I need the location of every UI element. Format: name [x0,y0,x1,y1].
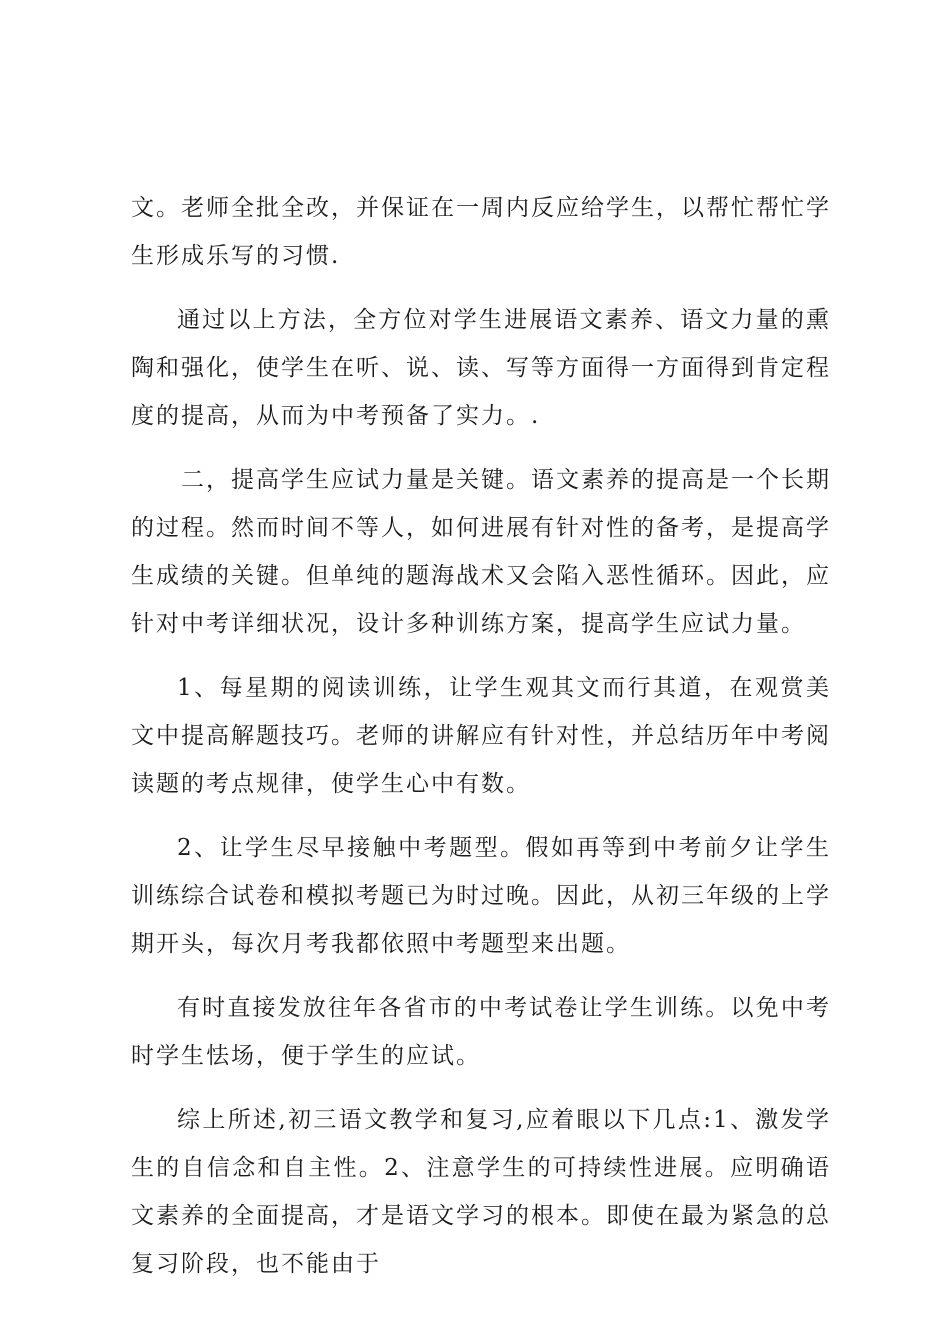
paragraph-3: 二，提高学生应试力量是关键。语文素养的提高是一个长期的过程。然而时间不等人，如何进展有针对性的备考，是提高学生成绩的关键。但单纯的题海战术又会陷入恶性循环。因此，应针对中考详细状况，设计多种训练方案，提高学生应试力量。 [131,467,831,637]
document-body [131,184,831,1304]
paragraph-6: 有时直接发放往年各省市的中考试卷让学生训练。以免中考时学生怯场，便于学生的应试。 [131,995,831,1069]
paragraph-7: 综上所述,初三语文教学和复习,应着眼以下几点:1、激发学生的自信念和自主性。2、注意学生的可持续性进展。应明确语文素养的全面提高，才是语文学习的根本。即使在最为紧急的总复习阶段，也不能由于 [131,1107,831,1277]
paragraph-4: 1、每星期的阅读训练，让学生观其文而行其道，在观赏美文中提高解题技巧。老师的讲解应有针对性，并总结历年中考阅读题的考点规律，使学生心中有数。 [131,675,831,797]
paragraph-1: 文。老师全批全改，并保证在一周内反应给学生，以帮忙帮忙学生形成乐写的习惯. [131,195,831,269]
paragraph-2: 通过以上方法，全方位对学生进展语文素养、语文力量的熏陶和强化，使学生在听、说、读、写等方面得一方面得到肯定程度的提高，从而为中考预备了实力。. [131,307,831,429]
paragraph-5: 2、让学生尽早接触中考题型。假如再等到中考前夕让学生训练综合试卷和模拟考题已为时过晚。因此，从初三年级的上学期开头，每次月考我都依照中考题型来出题。 [131,835,831,957]
